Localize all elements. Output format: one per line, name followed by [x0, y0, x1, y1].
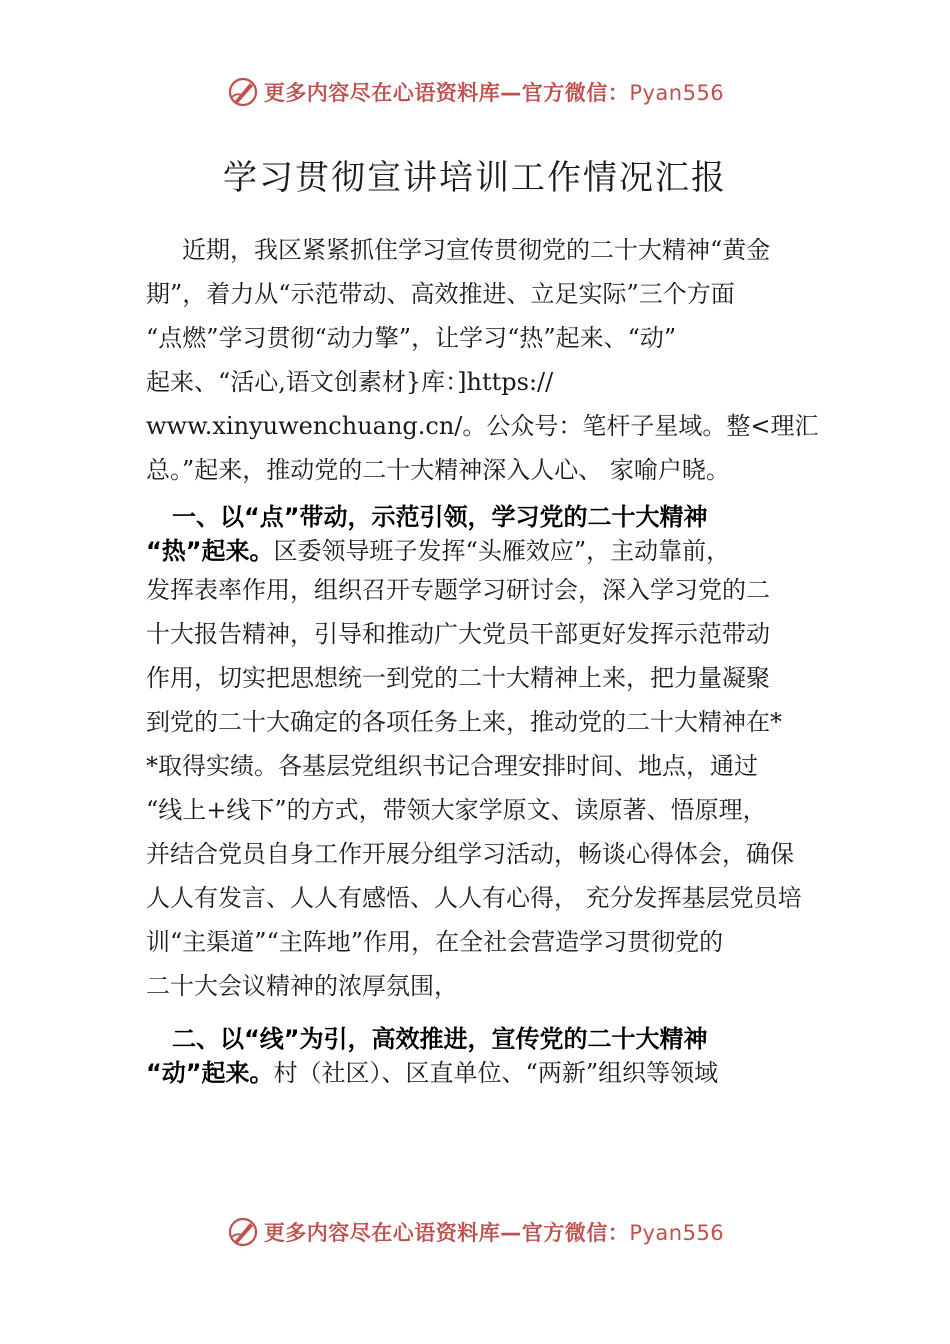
paragraph-line: 人人有发言、人人有感悟、人人有心得， 充分发挥基层党员培: [146, 884, 802, 912]
paragraph-line: www.xinyuwenchuang.cn/。公众号：笔杆子星域。整<理汇: [146, 412, 819, 440]
paragraph-line: 期”，着力从“示范带动、高效推进、立足实际”三个方面: [146, 280, 735, 308]
paragraph-line: 近期，我区紧紧抓住学习宣传贯彻党的二十大精神“黄金: [182, 236, 771, 264]
header-banner: [0, 72, 950, 112]
paragraph-line: 发挥表率作用，组织召开专题学习研讨会，深入学习党的二: [146, 576, 770, 604]
paragraph-line: “线上+线下”的方式，带领大家学原文、读原著、悟原理，: [146, 796, 767, 824]
banner-text: 更多内容尽在心语资料库—官方微信：Pyan556: [263, 81, 725, 105]
paragraph-line: 起来、“活心,语文创素材}库：]https://: [146, 368, 554, 396]
footer-banner: [0, 1212, 950, 1252]
pen-circle-logo-icon: [226, 1215, 260, 1249]
paragraph-line: 并结合党员自身工作开展分组学习活动，畅谈心得体会，确保: [146, 840, 794, 868]
paragraph-line: 二十大会议精神的浓厚氛围，: [146, 972, 458, 1000]
document-body: [146, 228, 826, 1090]
paragraph-line: 训“主渠道”“主阵地”作用，在全社会营造学习贯彻党的: [146, 928, 724, 956]
banner-text: 更多内容尽在心语资料库—官方微信：Pyan556: [263, 1221, 725, 1245]
section-heading-line: “动”起来。村（社区）、区直单位、“两新”组织等领域: [146, 1059, 719, 1087]
section-heading: 二、以“线”为引，高效推进，宣传党的二十大精神: [172, 1025, 708, 1053]
page-title: 学习贯彻宣讲培训工作情况汇报: [223, 158, 727, 198]
section-heading: 一、以“点”带动，示范引领，学习党的二十大精神: [172, 503, 708, 531]
paragraph-line: *取得实绩。各基层党组织书记合理安排时间、地点，通过: [146, 752, 758, 780]
paragraph-line: 总。”起来，推动党的二十大精神深入人心、 家喻户晓。: [146, 456, 730, 484]
pen-circle-logo-icon: [226, 75, 260, 109]
section-heading-line: “热”起来。区委领导班子发挥“头雁效应”，主动靠前，: [146, 537, 731, 565]
paragraph-line: “点燃”学习贯彻“动力擎”，让学习“热”起来、“动”: [146, 324, 677, 352]
paragraph-line: 到党的二十大确定的各项任务上来，推动党的二十大精神在*: [146, 708, 782, 736]
paragraph-line: 十大报告精神，引导和推动广大党员干部更好发挥示范带动: [146, 620, 770, 648]
paragraph-line: 作用，切实把思想统一到党的二十大精神上来，把力量凝聚: [146, 664, 770, 692]
